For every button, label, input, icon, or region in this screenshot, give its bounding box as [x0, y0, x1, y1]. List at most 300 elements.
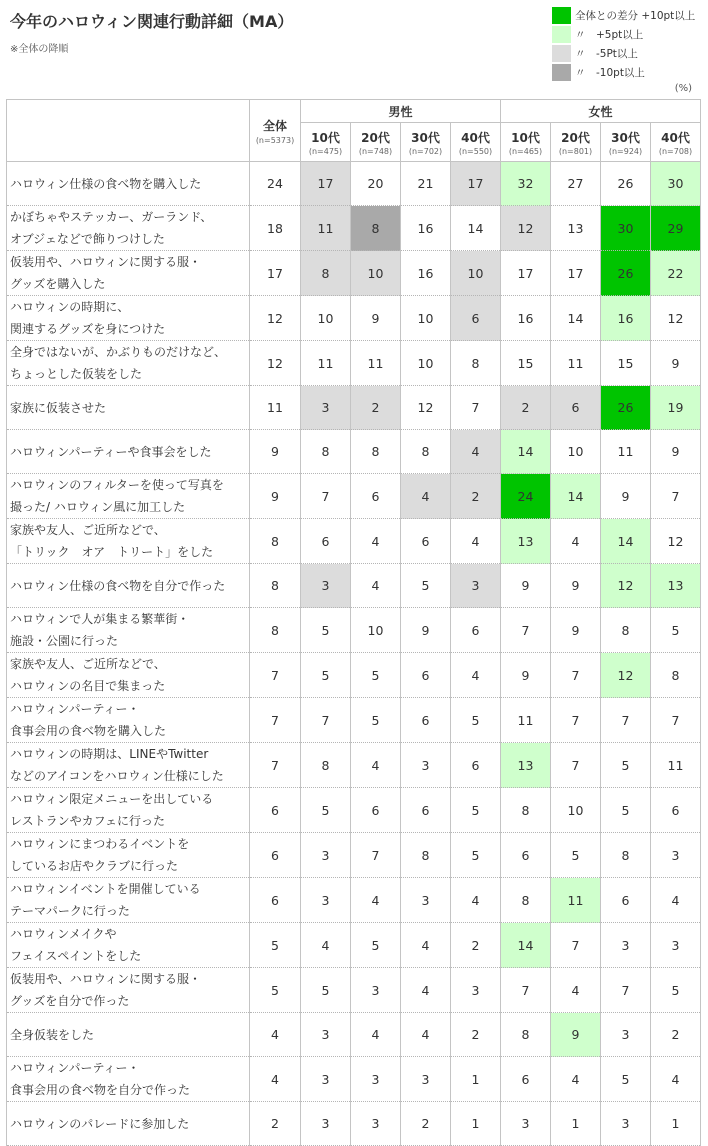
header-group-female: 女性: [501, 100, 701, 123]
legend: [552, 6, 702, 82]
table-row: [7, 968, 701, 1013]
cell-value: 3: [301, 1102, 351, 1146]
cell-value: 9: [551, 608, 601, 653]
cell-value: 11: [601, 430, 651, 474]
header-male-30s: [401, 123, 451, 162]
header-age-label: 30代: [611, 130, 640, 145]
cell-value: 2: [351, 386, 401, 430]
header-group-male: 男性: [301, 100, 501, 123]
cell-value: 5: [301, 788, 351, 833]
header-male-20s: [351, 123, 401, 162]
row-label-line: ハロウィンの時期は、LINEやTwitter: [10, 747, 209, 761]
cell-value: 9: [351, 296, 401, 341]
table-row: [7, 564, 701, 608]
cell-value: 12: [651, 296, 701, 341]
row-label: [7, 251, 250, 296]
table-row: [7, 251, 701, 296]
cell-total-value: 8: [250, 519, 301, 564]
header-female-10s: [501, 123, 551, 162]
cell-value: 10: [551, 788, 601, 833]
row-label-line: 施設・公園に行った: [10, 634, 119, 648]
cell-value: 5: [601, 1057, 651, 1102]
row-label-line: ハロウィンにまつわるイベントを: [10, 837, 190, 851]
cell-total-value: 11: [250, 386, 301, 430]
cell-value: 2: [401, 1102, 451, 1146]
cell-value: 11: [301, 206, 351, 251]
cell-value: 3: [301, 564, 351, 608]
header-total: [250, 100, 301, 162]
row-label-line: 家族や友人、ご近所などで、: [10, 657, 166, 671]
cell-value: 5: [301, 968, 351, 1013]
legend-swatch: [552, 7, 571, 24]
row-label-line: ハロウィンメイクや: [10, 927, 117, 941]
cell-value: 15: [501, 341, 551, 386]
cell-value: 10: [351, 251, 401, 296]
row-label-line: かぼちゃやステッカー、ガーランド、: [10, 210, 213, 224]
cell-total-value: 8: [250, 564, 301, 608]
cell-value: 2: [651, 1013, 701, 1057]
row-label: [7, 1057, 250, 1102]
row-label-line: レストランやカフェに行った: [10, 814, 166, 828]
cell-value: 8: [301, 251, 351, 296]
cell-value: 6: [401, 698, 451, 743]
header-age-label: 10代: [511, 130, 540, 145]
cell-value: 5: [451, 698, 501, 743]
cell-value: 4: [651, 878, 701, 923]
cell-value: 30: [651, 162, 701, 206]
cell-value: 5: [601, 743, 651, 788]
row-label-line: ハロウィンパーティー・: [10, 1061, 140, 1075]
cell-value: 10: [551, 430, 601, 474]
header-age-label: 40代: [661, 130, 690, 145]
cell-value: 6: [501, 833, 551, 878]
cell-value: 4: [351, 564, 401, 608]
legend-label: 〃 -5Pt以上: [575, 47, 638, 60]
table-row: [7, 1013, 701, 1057]
cell-value: 1: [451, 1057, 501, 1102]
cell-value: 3: [301, 386, 351, 430]
cell-value: 4: [351, 1013, 401, 1057]
cell-value: 4: [451, 430, 501, 474]
row-label: [7, 386, 250, 430]
row-label-line: ハロウィンの時期に、: [10, 300, 130, 314]
cell-total-value: 4: [250, 1057, 301, 1102]
header-age-label: 10代: [311, 130, 340, 145]
cell-value: 7: [551, 698, 601, 743]
cell-value: 6: [351, 474, 401, 519]
cell-value: 8: [501, 788, 551, 833]
table-row: [7, 1057, 701, 1102]
cell-value: 11: [501, 698, 551, 743]
row-label-line: グッズを自分で作った: [10, 994, 130, 1008]
table-row: [7, 341, 701, 386]
cell-value: 4: [451, 653, 501, 698]
cell-value: 32: [501, 162, 551, 206]
cell-value: 3: [501, 1102, 551, 1146]
cell-value: 16: [501, 296, 551, 341]
cell-value: 3: [601, 1013, 651, 1057]
cell-value: 7: [301, 698, 351, 743]
cell-value: 8: [351, 206, 401, 251]
row-label-line: 家族に仮装させた: [10, 400, 107, 415]
cell-value: 2: [451, 474, 501, 519]
cell-value: 4: [551, 519, 601, 564]
cell-value: 7: [501, 608, 551, 653]
cell-value: 7: [501, 968, 551, 1013]
row-label-line: 関連するグッズを身につけた: [10, 322, 166, 336]
cell-value: 13: [501, 519, 551, 564]
header-age-n: (n=702): [408, 146, 443, 156]
table-row: [7, 1102, 701, 1146]
cell-value: 6: [551, 386, 601, 430]
cell-value: 5: [301, 608, 351, 653]
cell-value: 17: [501, 251, 551, 296]
cell-total-value: 8: [250, 608, 301, 653]
cell-total-value: 5: [250, 968, 301, 1013]
row-label: [7, 608, 250, 653]
cell-value: 9: [551, 1013, 601, 1057]
cell-value: 10: [401, 296, 451, 341]
header-age-label: 40代: [461, 130, 490, 145]
header-age-n: (n=801): [558, 146, 593, 156]
cell-value: 26: [601, 386, 651, 430]
header-female-40s: [651, 123, 701, 162]
cell-value: 7: [601, 698, 651, 743]
cell-value: 8: [501, 1013, 551, 1057]
cell-value: 7: [301, 474, 351, 519]
row-label: [7, 519, 250, 564]
cell-total-value: 7: [250, 653, 301, 698]
cell-value: 3: [301, 833, 351, 878]
cell-value: 17: [451, 162, 501, 206]
cell-value: 4: [551, 968, 601, 1013]
row-label-line: 仮装用や、ハロウィンに関する服・: [10, 255, 202, 269]
header-corner: [7, 100, 250, 162]
cell-value: 7: [551, 743, 601, 788]
header-age-n: (n=465): [508, 146, 543, 156]
cell-value: 8: [451, 341, 501, 386]
row-label: [7, 1013, 250, 1057]
cell-value: 17: [551, 251, 601, 296]
cell-value: 14: [451, 206, 501, 251]
header-age-n: (n=924): [608, 146, 643, 156]
cell-value: 3: [301, 878, 351, 923]
row-label-line: グッズを購入した: [10, 277, 106, 291]
row-label-line: 全身ではないが、かぶりものだけなど、: [10, 345, 227, 359]
cell-value: 8: [401, 430, 451, 474]
cell-value: 21: [401, 162, 451, 206]
cell-value: 3: [651, 833, 701, 878]
row-label: [7, 1102, 250, 1146]
cell-value: 6: [651, 788, 701, 833]
cell-value: 11: [551, 341, 601, 386]
cell-value: 7: [451, 386, 501, 430]
cell-value: 6: [401, 519, 451, 564]
table-row: [7, 923, 701, 968]
cell-total-value: 4: [250, 1013, 301, 1057]
cell-value: 3: [601, 1102, 651, 1146]
cell-value: 6: [451, 296, 501, 341]
cell-value: 12: [501, 206, 551, 251]
cell-value: 3: [351, 1057, 401, 1102]
cell-value: 12: [401, 386, 451, 430]
page-title: 今年のハロウィン関連行動詳細（MA）: [10, 12, 294, 31]
cell-value: 7: [651, 698, 701, 743]
cell-value: 14: [551, 474, 601, 519]
row-label-line: ハロウィンイベントを開催している: [10, 882, 201, 896]
cell-value: 5: [551, 833, 601, 878]
cell-value: 6: [401, 788, 451, 833]
row-label-line: 撮った/ ハロウィン風に加工した: [10, 500, 186, 514]
row-label: [7, 923, 250, 968]
cell-total-value: 9: [250, 474, 301, 519]
table-row: [7, 162, 701, 206]
row-label-line: ハロウィン限定メニューを出している: [10, 792, 214, 806]
row-label: [7, 698, 250, 743]
cell-total-value: 6: [250, 878, 301, 923]
cell-value: 3: [651, 923, 701, 968]
cell-value: 29: [651, 206, 701, 251]
cell-value: 2: [451, 1013, 501, 1057]
table-row: [7, 653, 701, 698]
cell-value: 5: [351, 653, 401, 698]
unit-label: (%): [674, 83, 692, 94]
cell-value: 12: [601, 653, 651, 698]
cell-value: 4: [401, 474, 451, 519]
cell-value: 9: [651, 430, 701, 474]
table-row: [7, 698, 701, 743]
cell-value: 4: [351, 878, 401, 923]
cell-value: 11: [301, 341, 351, 386]
row-label-line: 仮装用や、ハロウィンに関する服・: [10, 972, 202, 986]
row-label: [7, 206, 250, 251]
cell-value: 8: [601, 608, 651, 653]
cell-value: 22: [651, 251, 701, 296]
cell-value: 4: [401, 1013, 451, 1057]
cell-value: 16: [401, 206, 451, 251]
header-age-label: 20代: [361, 130, 390, 145]
cell-value: 11: [351, 341, 401, 386]
cell-value: 9: [551, 564, 601, 608]
cell-value: 4: [451, 519, 501, 564]
cell-value: 14: [601, 519, 651, 564]
cell-value: 9: [601, 474, 651, 519]
row-label-line: 「トリック オア トリート」をした: [10, 545, 214, 559]
row-label: [7, 833, 250, 878]
cell-value: 2: [451, 923, 501, 968]
legend-item: [552, 63, 702, 81]
row-label-line: 全身仮装をした: [10, 1027, 95, 1042]
cell-value: 9: [501, 564, 551, 608]
cell-value: 4: [401, 968, 451, 1013]
cell-value: 3: [351, 968, 401, 1013]
cell-value: 7: [651, 474, 701, 519]
cell-value: 14: [501, 430, 551, 474]
cell-value: 6: [451, 608, 501, 653]
row-label-line: 食事会用の食べ物を自分で作った: [10, 1083, 191, 1097]
row-label: [7, 474, 250, 519]
cell-value: 6: [401, 653, 451, 698]
cell-value: 27: [551, 162, 601, 206]
table-row: [7, 608, 701, 653]
legend-swatch: [552, 64, 571, 81]
row-label: [7, 162, 250, 206]
cell-value: 6: [451, 743, 501, 788]
cell-value: 12: [651, 519, 701, 564]
row-label: [7, 878, 250, 923]
legend-label: 全体との差分 +10pt以上: [575, 9, 696, 22]
cell-total-value: 9: [250, 430, 301, 474]
row-label-line: しているお店やクラブに行った: [10, 859, 179, 873]
cell-value: 12: [601, 564, 651, 608]
cell-value: 6: [501, 1057, 551, 1102]
cell-value: 5: [451, 833, 501, 878]
cell-value: 5: [351, 923, 401, 968]
row-label: [7, 653, 250, 698]
cell-value: 6: [601, 878, 651, 923]
row-label: [7, 968, 250, 1013]
cell-value: 26: [601, 162, 651, 206]
header-age-n: (n=475): [308, 146, 343, 156]
cell-value: 4: [401, 923, 451, 968]
table-row: [7, 878, 701, 923]
legend-item: [552, 44, 702, 62]
cell-value: 13: [651, 564, 701, 608]
cell-value: 5: [651, 608, 701, 653]
cell-total-value: 6: [250, 788, 301, 833]
cell-value: 3: [351, 1102, 401, 1146]
row-label: [7, 296, 250, 341]
cell-total-value: 6: [250, 833, 301, 878]
cell-value: 4: [651, 1057, 701, 1102]
cell-total-value: 17: [250, 251, 301, 296]
cell-value: 10: [351, 608, 401, 653]
cell-value: 14: [501, 923, 551, 968]
row-label-line: ハロウィン仕様の食べ物を購入した: [10, 176, 202, 191]
cell-value: 8: [301, 743, 351, 788]
table-row: [7, 788, 701, 833]
data-table: [6, 99, 701, 1146]
row-label-line: ちょっとした仮装をした: [10, 367, 143, 381]
cell-value: 7: [351, 833, 401, 878]
row-label: [7, 788, 250, 833]
row-label-line: フェイスペイントをした: [10, 949, 142, 963]
cell-value: 11: [651, 743, 701, 788]
cell-value: 9: [401, 608, 451, 653]
table-row: [7, 386, 701, 430]
cell-value: 19: [651, 386, 701, 430]
table-body: [7, 162, 701, 1146]
cell-value: 3: [601, 923, 651, 968]
header-total-n: (n=5373): [255, 135, 295, 145]
row-label: [7, 564, 250, 608]
header-male-40s: [451, 123, 501, 162]
cell-value: 8: [501, 878, 551, 923]
row-label-line: ハロウィンの名目で集まった: [10, 679, 166, 693]
cell-value: 4: [451, 878, 501, 923]
cell-value: 8: [651, 653, 701, 698]
cell-total-value: 24: [250, 162, 301, 206]
cell-total-value: 7: [250, 698, 301, 743]
cell-value: 1: [651, 1102, 701, 1146]
row-label-line: テーマパークに行った: [10, 904, 130, 918]
cell-value: 11: [551, 878, 601, 923]
header-total-label: 全体: [262, 118, 287, 133]
cell-value: 5: [351, 698, 401, 743]
cell-value: 5: [451, 788, 501, 833]
legend-label: 〃 -10pt以上: [575, 66, 645, 79]
cell-value: 7: [551, 923, 601, 968]
cell-value: 10: [401, 341, 451, 386]
header-age-n: (n=708): [658, 146, 693, 156]
cell-value: 8: [401, 833, 451, 878]
header-age-n: (n=550): [458, 146, 493, 156]
cell-value: 7: [601, 968, 651, 1013]
cell-total-value: 5: [250, 923, 301, 968]
cell-value: 20: [351, 162, 401, 206]
cell-value: 9: [651, 341, 701, 386]
cell-value: 8: [351, 430, 401, 474]
header-age-n: (n=748): [358, 146, 393, 156]
cell-value: 5: [601, 788, 651, 833]
cell-total-value: 18: [250, 206, 301, 251]
header-female-30s: [601, 123, 651, 162]
table-row: [7, 296, 701, 341]
row-label: [7, 430, 250, 474]
cell-value: 3: [401, 878, 451, 923]
cell-value: 5: [651, 968, 701, 1013]
cell-value: 8: [601, 833, 651, 878]
legend-swatch: [552, 26, 571, 43]
row-label-line: ハロウィンのフィルターを使って写真を: [10, 478, 224, 492]
cell-value: 7: [551, 653, 601, 698]
cell-value: 16: [401, 251, 451, 296]
sort-note: ※全体の降順: [10, 44, 69, 55]
cell-value: 3: [301, 1013, 351, 1057]
cell-value: 10: [301, 296, 351, 341]
row-label-line: などのアイコンをハロウィン仕様にした: [10, 769, 224, 783]
cell-value: 17: [301, 162, 351, 206]
cell-total-value: 12: [250, 341, 301, 386]
cell-value: 5: [301, 653, 351, 698]
cell-value: 14: [551, 296, 601, 341]
cell-value: 5: [401, 564, 451, 608]
cell-value: 3: [401, 743, 451, 788]
row-label-line: ハロウィンで人が集まる繁華街・: [10, 612, 190, 626]
cell-value: 30: [601, 206, 651, 251]
row-label-line: 家族や友人、ご近所などで、: [10, 523, 166, 537]
cell-value: 3: [301, 1057, 351, 1102]
row-label-line: オブジェなどで飾りつけした: [10, 232, 165, 246]
cell-value: 4: [551, 1057, 601, 1102]
cell-total-value: 7: [250, 743, 301, 788]
row-label: [7, 341, 250, 386]
cell-value: 6: [301, 519, 351, 564]
cell-value: 2: [501, 386, 551, 430]
cell-value: 1: [451, 1102, 501, 1146]
cell-value: 1: [551, 1102, 601, 1146]
cell-total-value: 2: [250, 1102, 301, 1146]
row-label-line: 食事会用の食べ物を購入した: [10, 724, 167, 738]
cell-value: 3: [401, 1057, 451, 1102]
row-label-line: ハロウィンパーティーや食事会をした: [10, 444, 212, 459]
header-age-label: 20代: [561, 130, 590, 145]
row-label-line: ハロウィンパーティー・: [10, 702, 140, 716]
cell-value: 15: [601, 341, 651, 386]
header-age-label: 30代: [411, 130, 440, 145]
cell-value: 8: [301, 430, 351, 474]
cell-value: 9: [501, 653, 551, 698]
